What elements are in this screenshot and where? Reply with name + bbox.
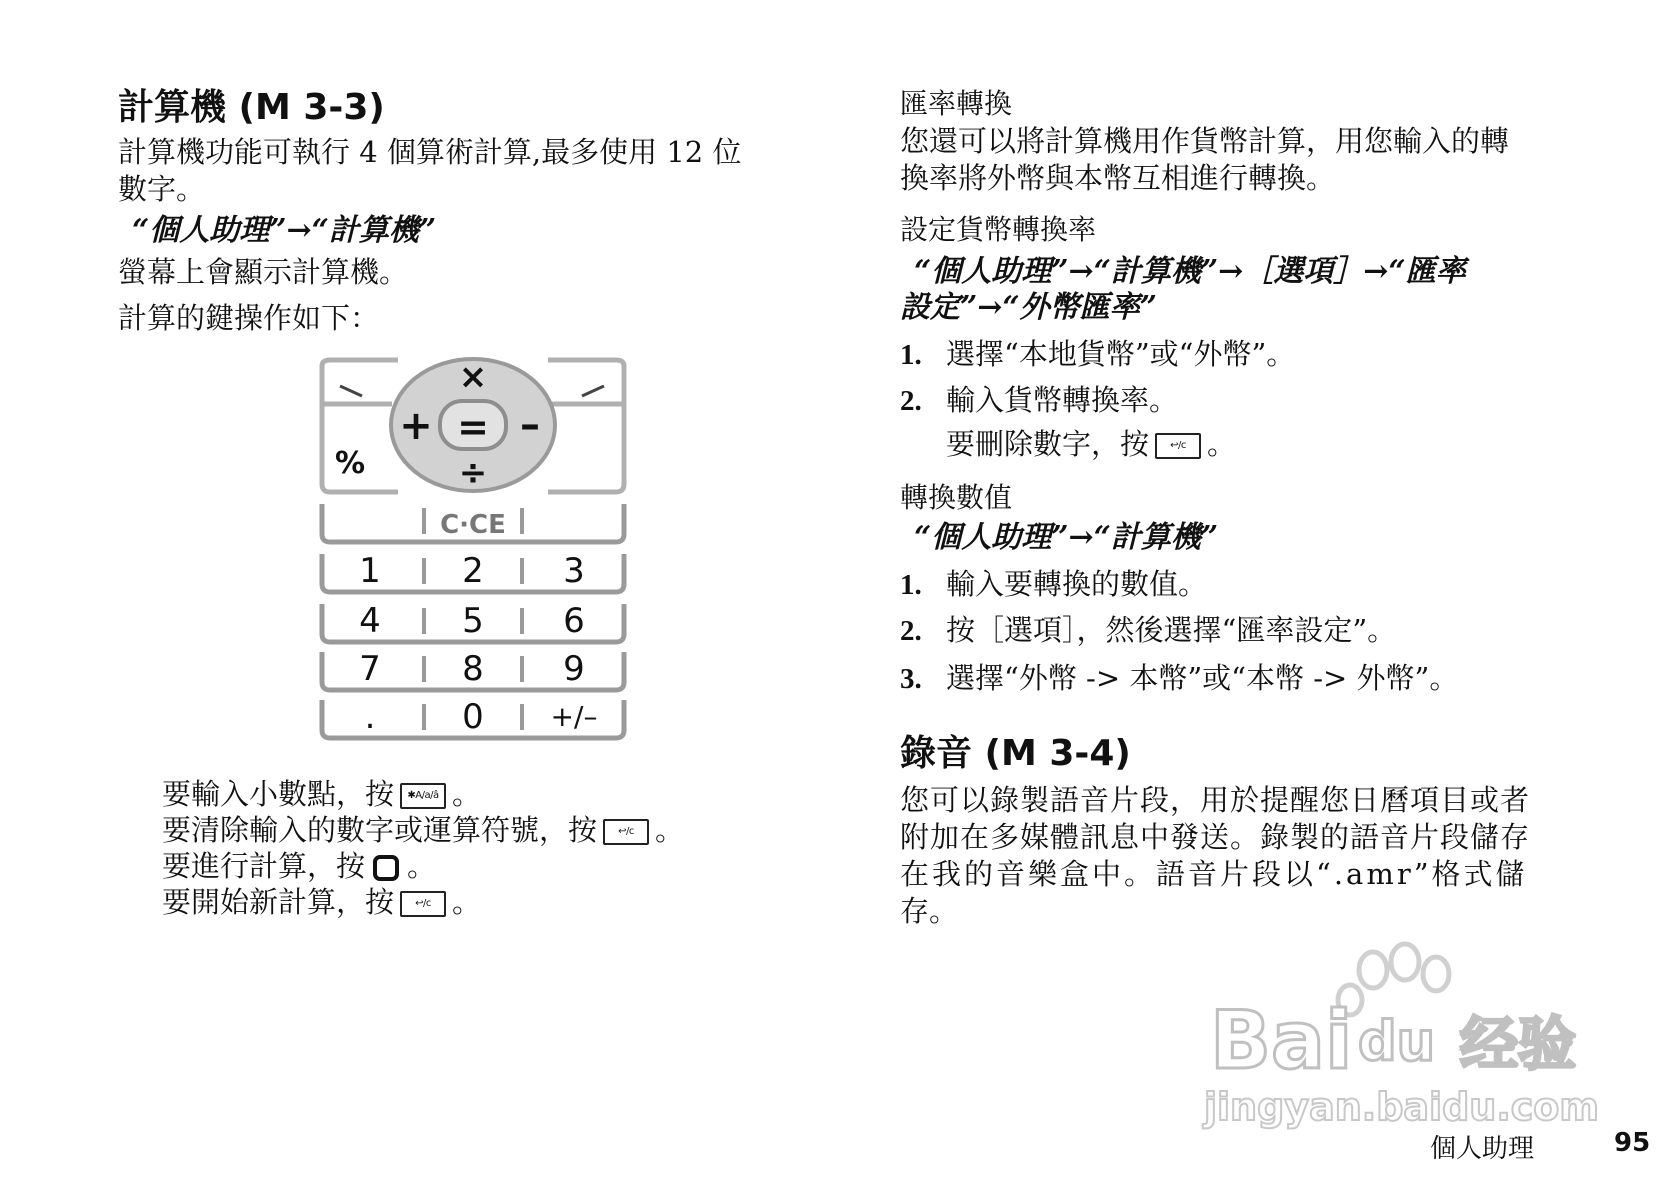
fx-line-2: 換率將外幣與本幣互相進行轉換。 [900,161,1336,195]
set-rate-path-2: 設定”→“外幣匯率” [900,290,1157,325]
watermark-brand: Bai [1210,994,1353,1087]
key-4: 4 [359,601,381,641]
rec-line-4: 存。 [900,894,959,928]
key-0: 0 [462,697,484,737]
key-decimal: . [364,697,376,737]
intro-line-1: 計算機功能可執行 4 個算術計算,最多使用 12 位 [118,135,742,169]
rec-line-1: 您可以錄製語音片段，用於提醒您日曆項目或者 [900,783,1531,817]
key-times: × [458,357,488,397]
key-3: 3 [563,551,585,591]
key-8: 8 [462,649,484,689]
key-sign: +/– [550,700,598,733]
key-minus: – [520,402,540,448]
set-rate-heading: 設定貨幣轉換率 [900,213,1097,246]
rec-line-2: 附加在多媒體訊息中發送。錄製的語音片段儲存 [900,820,1531,854]
section-title-calculator: 計算機 (M 3-3) [118,87,385,128]
instr-calculate: 要進行計算，按 。 [162,849,437,883]
convert-heading: 轉換數值 [900,481,1013,514]
ops-note: 計算的鍵操作如下： [118,301,380,335]
baidu-jingyan-watermark [1190,940,1620,1140]
key-equals: = [457,405,489,449]
key-percent: % [334,446,366,481]
set-step-2: 2. 輸入貨幣轉換率。 [900,383,1179,417]
calculator-keypad-illustration [312,356,634,748]
instr-clear: 要清除輸入的數字或運算符號，按 ↩/c 。 [162,813,685,847]
fx-heading: 匯率轉換 [900,87,1013,120]
key-9: 9 [563,649,585,689]
key-divide: ÷ [458,453,488,493]
instr-new: 要開始新計算，按 ↩/c 。 [162,885,482,919]
center-select-key-icon [373,855,399,881]
instr-decimal: 要輸入小數點，按 ✱A/a/â 。 [162,777,482,811]
key-cce: C·CE [440,510,506,540]
fx-line-1: 您還可以將計算機用作貨幣計算，用您輸入的轉 [900,124,1510,158]
menu-path: “個人助理”→“計算機” [132,213,437,248]
convert-path: “個人助理”→“計算機” [914,520,1219,555]
back-clear-key-icon: ↩/c [1155,433,1201,459]
set-rate-path-1: “個人助理”→“計算機”→［選項］→“匯率 [914,254,1466,289]
key-plus: + [399,403,433,449]
convert-step-1: 1. 輸入要轉換的數值。 [900,567,1208,601]
back-clear-key-icon: ↩/c [603,819,649,845]
delete-digit-note: 要刪除數字，按 ↩/c 。 [946,427,1237,461]
footer-section: 個人助理 [1430,1134,1535,1164]
watermark-url: jingyan.baidu.com [1204,1085,1599,1129]
screen-note: 螢幕上會顯示計算機。 [118,255,409,289]
star-key-icon: ✱A/a/â [400,783,446,809]
rec-line-3: 在我的音樂盒中。語音片段以“.amr”格式儲 [900,857,1528,891]
watermark-brand-2: du [1358,1010,1436,1073]
key-1: 1 [359,551,381,591]
key-7: 7 [359,649,381,689]
set-step-1: 1. 選擇“本地貨幣”或“外幣”。 [900,337,1296,371]
intro-line-2: 數字。 [118,172,206,206]
watermark-cn: 经验 [1460,1010,1577,1078]
page-number: 95 [1614,1128,1651,1158]
key-2: 2 [462,551,484,591]
convert-step-2: 2. 按［選項］，然後選擇“匯率設定”。 [900,613,1397,647]
convert-step-3: 3. 選擇“外幣 -> 本幣”或“本幣 -> 外幣”。 [900,661,1459,695]
section-title-recorder: 錄音 (M 3-4) [900,733,1131,774]
key-6: 6 [563,601,585,641]
back-clear-key-icon: ↩/c [400,891,446,917]
key-5: 5 [462,601,484,641]
